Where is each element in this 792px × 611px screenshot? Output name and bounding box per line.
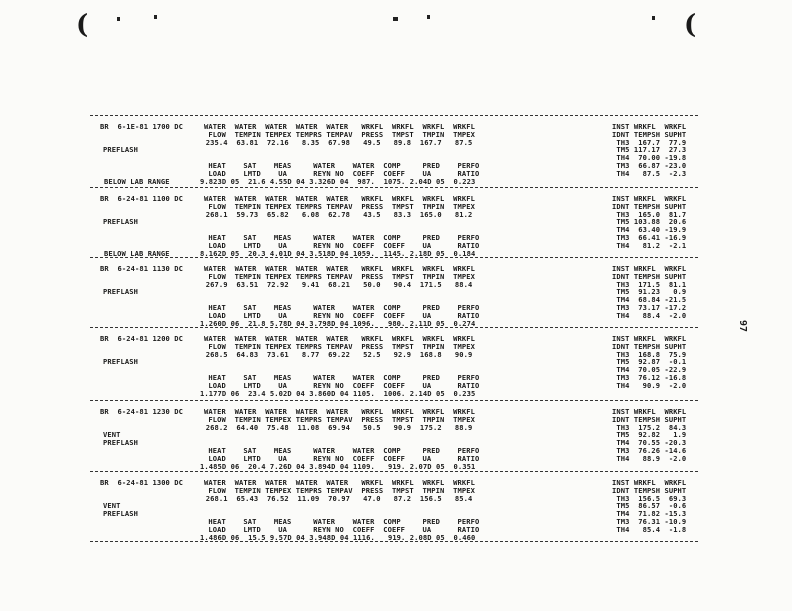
inst-header-row2: IDNT TEMPSH SUPHT	[612, 271, 687, 281]
inst-header-row2: IDNT TEMPSH SUPHT	[612, 201, 687, 211]
calc-header-row2: LOAD LMTD UA REYN NO COEFF COEFF UA RATIO	[204, 453, 480, 463]
dashed-separator	[90, 115, 698, 116]
inst-row: TM3 76.12 -16.8	[612, 373, 687, 382]
calc-header-row1: HEAT SAT MEAS WATER WATER COMP PRED PERFO	[204, 161, 480, 170]
record-id: BR 6-24-81 1130 DC	[100, 264, 184, 273]
inst-header-row2: IDNT TEMPSH SUPHT	[612, 129, 687, 139]
inst-row: TM4 70.55 -20.3	[612, 438, 687, 448]
inst-row: TH3 171.5 81.1	[612, 279, 687, 289]
inst-row: TM3 76.31 -10.9	[612, 517, 687, 526]
record-id: BR 6-24-81 1100 DC	[100, 194, 184, 203]
inst-row: TM4 63.40 -19.9	[612, 225, 687, 235]
calc-header-row1: HEAT SAT MEAS WATER WATER COMP PRED PERFO	[204, 517, 480, 526]
inst-row: TM5 92.87 -0.1	[612, 357, 687, 367]
main-header-row1: WATER WATER WATER WATER WATER WRKFL WRKFL WRKFL WRKFL	[204, 264, 475, 273]
main-header-row2: FLOW TEMPIN TEMPEX TEMPRS TEMPAV PRESS TMPST TMPIN TMPEX	[204, 201, 475, 211]
record-note: PREFLASH	[103, 509, 138, 519]
calc-values-row: 1.260D 06 21.8 5.78D 04 3.798D 04 1096. 980. 2.11D 05 0.274	[200, 318, 476, 328]
dashed-separator	[90, 471, 698, 472]
inst-row: TH4 87.5 -2.3	[612, 168, 687, 178]
inst-row: TH4 90.9 -2.0	[612, 380, 687, 390]
main-values-row: 268.1 65.43 76.52 11.09 70.97 47.0 87.2 156.5 85.4	[197, 493, 473, 503]
inst-header-row1: INST WRKFL WRKFL	[612, 122, 687, 131]
scan-speck	[117, 17, 120, 21]
calc-header-row2: LOAD LMTD UA REYN NO COEFF COEFF UA RATIO	[204, 310, 480, 320]
main-header-row1: WATER WATER WATER WATER WATER WRKFL WRKFL WRKFL WRKFL	[204, 407, 475, 416]
record-note: PREFLASH	[103, 217, 138, 227]
scan-speck	[393, 17, 398, 21]
scan-speck	[154, 15, 157, 19]
inst-header-row1: INST WRKFL WRKFL	[612, 264, 687, 273]
calc-header-row2: LOAD LMTD UA REYN NO COEFF COEFF UA RATIO	[204, 168, 480, 178]
main-header-row2: FLOW TEMPIN TEMPEX TEMPRS TEMPAV PRESS TMPST TMPIN TMPEX	[204, 271, 475, 281]
calc-header-row1: HEAT SAT MEAS WATER WATER COMP PRED PERFO	[204, 233, 480, 242]
inst-header-row1: INST WRKFL WRKFL	[612, 407, 687, 416]
inst-row: TH4 85.4 -1.8	[612, 524, 687, 534]
inst-row: TM3 66.41 -16.9	[612, 233, 687, 242]
inst-row: TM5 103.88 20.6	[612, 217, 687, 227]
binder-hole-mark-left: (	[76, 10, 89, 40]
calc-values-row: 1.485D 06 20.4 7.26D 04 3.894D 04 1109. 919. 2.07D 05 0.351	[200, 461, 476, 471]
inst-row: TH3 175.2 84.3	[612, 422, 687, 432]
record-note: PREFLASH	[103, 438, 138, 448]
scan-speck	[427, 15, 430, 19]
calc-header-row2: LOAD LMTD UA REYN NO COEFF COEFF UA RATIO	[204, 524, 480, 534]
main-header-row1: WATER WATER WATER WATER WATER WRKFL WRKFL WRKFL WRKFL	[204, 334, 475, 343]
main-values-row: 268.1 59.73 65.82 6.08 62.78 43.5 83.3 165.0 81.2	[197, 209, 473, 219]
dashed-separator	[90, 400, 698, 401]
calc-header-row2: LOAD LMTD UA REYN NO COEFF COEFF UA RATIO	[204, 380, 480, 390]
inst-row: TM5 92.82 1.9	[612, 430, 687, 440]
inst-row: TH3 165.0 81.7	[612, 209, 687, 219]
main-values-row: 268.2 64.40 75.48 11.08 69.94 50.5 90.9 175.2 88.9	[197, 422, 473, 432]
inst-row: TM3 66.87 -23.0	[612, 161, 687, 170]
inst-row: TM4 70.05 -22.9	[612, 365, 687, 375]
record-id: BR 6-1E-81 1700 DC	[100, 122, 184, 131]
main-values-row: 235.4 63.81 72.16 8.35 67.98 49.5 89.8 167.7 87.5	[197, 137, 473, 147]
calc-values-row: 1.486D 06 15.5 9.57D 04 3.948D 04 1116. 919. 2.08D 05 0.460	[200, 532, 476, 542]
calc-values-row: 1.177D 06 23.4 5.02D 04 3.860D 04 1105. 1006. 2.14D 05 0.235	[200, 388, 476, 398]
main-header-row2: FLOW TEMPIN TEMPEX TEMPRS TEMPAV PRESS TMPST TMPIN TMPEX	[204, 414, 475, 424]
range-footer: BELOW LAB RANGE	[104, 248, 170, 258]
record-note: PREFLASH	[103, 287, 138, 297]
range-footer: BELOW LAB RANGE	[104, 176, 170, 186]
inst-header-row2: IDNT TEMPSH SUPHT	[612, 485, 687, 495]
inst-header-row2: IDNT TEMPSH SUPHT	[612, 341, 687, 351]
inst-row: TM5 91.23 0.9	[612, 287, 687, 297]
main-header-row2: FLOW TEMPIN TEMPEX TEMPRS TEMPAV PRESS TMPST TMPIN TMPEX	[204, 341, 475, 351]
calc-header-row1: HEAT SAT MEAS WATER WATER COMP PRED PERFO	[204, 446, 480, 455]
record-note: VENT	[103, 430, 121, 440]
dashed-separator	[90, 187, 698, 188]
page-number: 97	[737, 320, 748, 333]
main-header-row2: FLOW TEMPIN TEMPEX TEMPRS TEMPAV PRESS TMPST TMPIN TMPEX	[204, 485, 475, 495]
inst-row: TM3 76.26 -14.6	[612, 446, 687, 455]
inst-row: TM5 86.57 -0.6	[612, 501, 687, 511]
inst-row: TM5 117.17 27.3	[612, 145, 687, 155]
inst-row: TH3 156.5 69.3	[612, 493, 687, 503]
inst-header-row1: INST WRKFL WRKFL	[612, 334, 687, 343]
main-header-row1: WATER WATER WATER WATER WATER WRKFL WRKFL WRKFL WRKFL	[204, 194, 475, 203]
record-note: PREFLASH	[103, 357, 138, 367]
inst-row: TH4 88.4 -2.0	[612, 310, 687, 320]
inst-header-row1: INST WRKFL WRKFL	[612, 478, 687, 487]
inst-row: TH3 168.8 75.9	[612, 349, 687, 359]
calc-header-row1: HEAT SAT MEAS WATER WATER COMP PRED PERFO	[204, 303, 480, 312]
inst-row: TM3 73.17 -17.2	[612, 303, 687, 312]
calc-header-row1: HEAT SAT MEAS WATER WATER COMP PRED PERFO	[204, 373, 480, 382]
inst-row: TH3 167.7 77.9	[612, 137, 687, 147]
record-note: PREFLASH	[103, 145, 138, 155]
inst-row: TH4 88.9 -2.0	[612, 453, 687, 463]
main-header-row2: FLOW TEMPIN TEMPEX TEMPRS TEMPAV PRESS TMPST TMPIN TMPEX	[204, 129, 475, 139]
inst-row: TM4 68.84 -21.5	[612, 295, 687, 305]
main-header-row1: WATER WATER WATER WATER WATER WRKFL WRKFL WRKFL WRKFL	[204, 122, 475, 131]
main-values-row: 267.9 63.51 72.92 9.41 68.21 50.0 90.4 171.5 88.4	[197, 279, 473, 289]
calc-values-row: 8.162D 05 20.3 4.01D 04 3.518D 04 1059. 1145. 2.18D 05 0.184	[200, 248, 476, 258]
binder-hole-mark-right: (	[684, 10, 697, 40]
calc-values-row: 9.823D 05 21.6 4.55D 04 3.326D 04 987. 1075. 2.04D 05 0.223	[200, 176, 476, 186]
record-id: BR 6-24-81 1200 DC	[100, 334, 184, 343]
record-id: BR 6-24-81 1300 DC	[100, 478, 184, 487]
inst-row: TM4 71.82 -15.3	[612, 509, 687, 519]
calc-header-row2: LOAD LMTD UA REYN NO COEFF COEFF UA RATIO	[204, 240, 480, 250]
record-id: BR 6-24-81 1230 DC	[100, 407, 184, 416]
main-header-row1: WATER WATER WATER WATER WATER WRKFL WRKFL WRKFL WRKFL	[204, 478, 475, 487]
record-note: VENT	[103, 501, 121, 511]
inst-header-row2: IDNT TEMPSH SUPHT	[612, 414, 687, 424]
inst-row: TH4 70.00 -19.8	[612, 153, 687, 163]
inst-header-row1: INST WRKFL WRKFL	[612, 194, 687, 203]
inst-row: TH4 81.2 -2.1	[612, 240, 687, 250]
scan-speck	[652, 16, 655, 20]
main-values-row: 268.5 64.83 73.61 8.77 69.22 52.5 92.9 168.8 90.9	[197, 349, 473, 359]
